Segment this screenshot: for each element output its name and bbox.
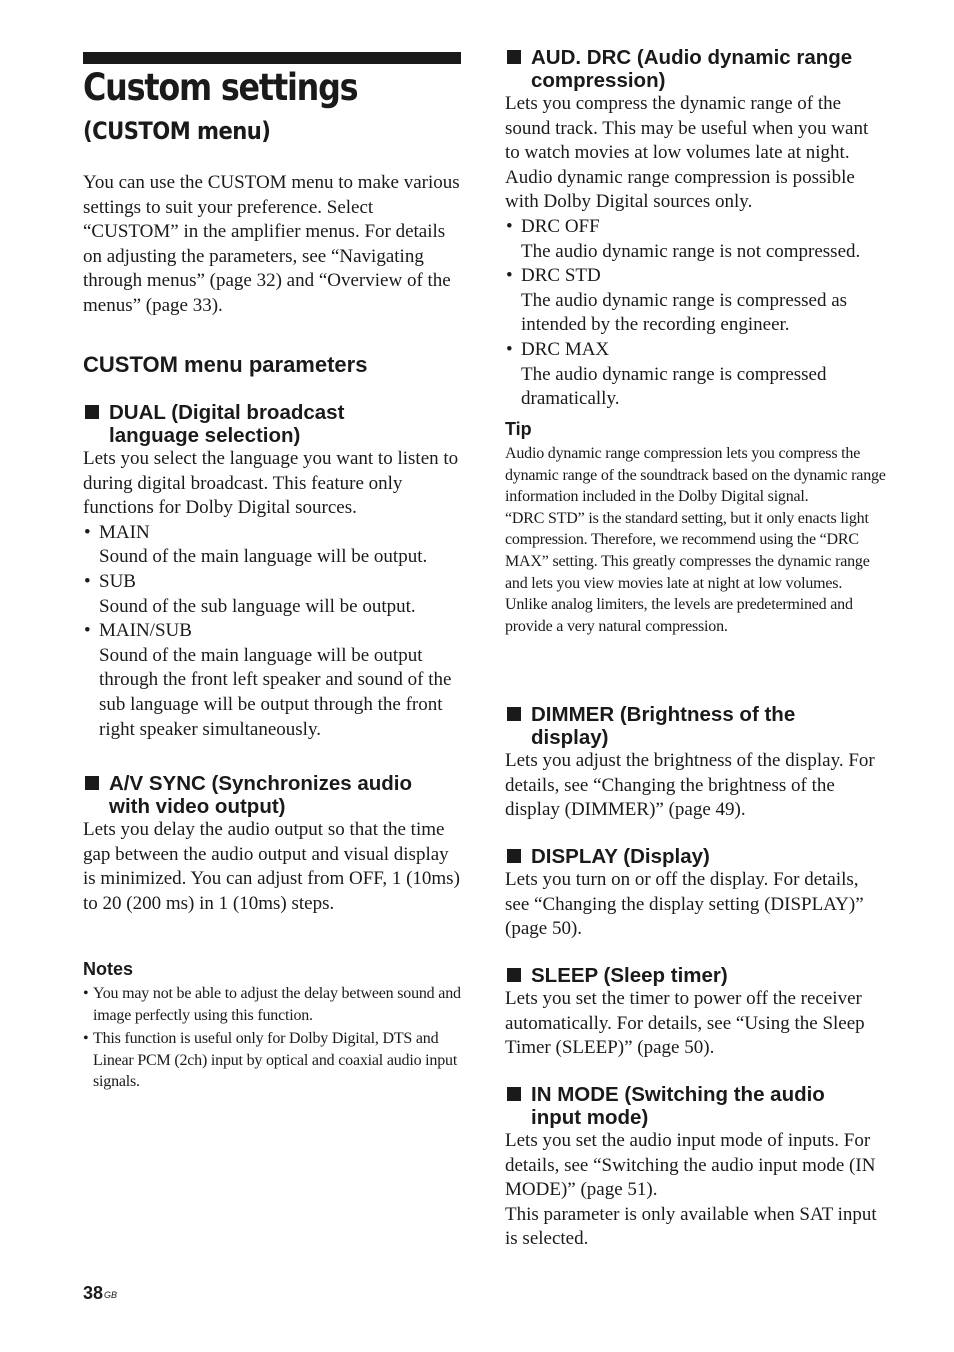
option-description: Sound of the sub language will be output. bbox=[99, 595, 416, 617]
sleep-section bbox=[505, 964, 887, 1061]
section-heading: CUSTOM menu parameters bbox=[83, 352, 368, 377]
square-bullet-icon bbox=[507, 849, 521, 863]
inmode-description: Lets you set the audio input mode of inputs. For details, see “Switching the audio input mode (IN MODE)” (page 51). bbox=[505, 1130, 876, 1201]
title-rule bbox=[83, 52, 461, 64]
bullet-icon: • bbox=[506, 215, 513, 237]
list-item: • DRC STD bbox=[505, 264, 887, 289]
option-description: Sound of the main language will be output. bbox=[99, 546, 428, 568]
avsync-section bbox=[83, 772, 461, 916]
option-description: The audio dynamic range is compressed as intended by the recording engineer. bbox=[521, 289, 848, 336]
notes-section bbox=[83, 958, 461, 1093]
page-subtitle: (CUSTOM menu) bbox=[83, 117, 271, 145]
dual-section bbox=[83, 401, 461, 742]
drc-section bbox=[505, 46, 887, 412]
square-bullet-icon bbox=[507, 968, 521, 982]
square-bullet-icon bbox=[507, 50, 521, 64]
square-bullet-icon bbox=[507, 1087, 521, 1101]
note-item: • This function is useful only for Dolby Digital, DTS and Linear PCM (2ch) input by optical and coaxial audio input signals. bbox=[83, 1030, 458, 1091]
drc-heading: AUD. DRC (Audio dynamic range compression) bbox=[505, 46, 887, 92]
square-bullet-icon bbox=[85, 405, 99, 419]
bullet-icon: • bbox=[83, 1030, 89, 1048]
note-item: • You may not be able to adjust the delay between sound and image perfectly using this function. bbox=[83, 985, 461, 1024]
bullet-icon: • bbox=[506, 265, 513, 287]
list-item: • MAIN/SUB bbox=[83, 619, 461, 644]
display-heading: DISPLAY (Display) bbox=[505, 845, 887, 868]
bullet-icon: • bbox=[84, 570, 91, 592]
dual-heading: DUAL (Digital broadcast language selection) bbox=[83, 401, 461, 447]
list-item: • DRC OFF bbox=[505, 215, 887, 240]
list-item: • DRC MAX bbox=[505, 338, 887, 363]
square-bullet-icon bbox=[85, 776, 99, 790]
tip-heading: Tip bbox=[505, 419, 532, 439]
display-description: Lets you turn on or off the display. For details, see “Changing the display setting (DISPLAY)” (page 50). bbox=[505, 869, 864, 940]
page-suffix: GB bbox=[104, 1290, 118, 1300]
inmode-availability: This parameter is only available when SAT input is selected. bbox=[505, 1203, 877, 1250]
option-description: Sound of the main language will be output through the front left speaker and sound of the sub language will be output through the front right speaker simultaneously. bbox=[99, 644, 452, 740]
tip-section bbox=[505, 418, 887, 637]
dimmer-section bbox=[505, 703, 887, 823]
dimmer-description: Lets you adjust the brightness of the display. For details, see “Changing the brightness of the display (DIMMER)” (page 49). bbox=[505, 750, 875, 821]
dual-description: Lets you select the language you want to listen to during digital broadcast. This feature only functions for Dolby Digital sources. bbox=[83, 448, 459, 519]
bullet-icon: • bbox=[83, 985, 89, 1002]
list-item: • MAIN bbox=[83, 521, 461, 546]
sleep-heading: SLEEP (Sleep timer) bbox=[505, 964, 887, 987]
dimmer-heading: DIMMER (Brightness of the display) bbox=[505, 703, 887, 749]
sleep-description: Lets you set the timer to power off the receiver automatically. For details, see “Using the Sleep Timer (SLEEP)” (page 50). bbox=[505, 988, 865, 1059]
tip-paragraph: “DRC STD” is the standard setting, but it only enacts light compression. Therefore, we recommend using the “DRC MAX” setting. This greatly compresses the dynamic range and lets you view movies late at night at low volumes. Unlike analog limiters, the levels are predetermined and provide a very natural compression. bbox=[505, 509, 870, 635]
list-item: • SUB bbox=[83, 570, 461, 595]
notes-heading: Notes bbox=[83, 959, 134, 979]
inmode-heading: IN MODE (Switching the audio input mode) bbox=[505, 1083, 887, 1129]
intro-paragraph: You can use the CUSTOM menu to make various settings to suit your preference. Select “CUSTOM” in the amplifier menus. For details on adjusting the parameters, see “Navigating through menus” (page 32) and “Overview of the menus” (page 33). bbox=[83, 172, 460, 316]
inmode-section bbox=[505, 1083, 887, 1252]
option-description: The audio dynamic range is compressed dramatically. bbox=[521, 363, 827, 410]
drc-description: Lets you compress the dynamic range of the sound track. This may be useful when you want to watch movies at low volumes late at night. Audio dynamic range compression is possible with Dolby Digital sources only. bbox=[505, 93, 869, 213]
bullet-icon: • bbox=[84, 620, 91, 642]
avsync-description: Lets you delay the audio output so that the time gap between the audio output and visual display is minimized. You can adjust from OFF, 1 (10ms) to 20 (200 ms) in 1 (10ms) steps. bbox=[83, 819, 460, 914]
option-description: The audio dynamic range is not compressed. bbox=[521, 240, 861, 262]
bullet-icon: • bbox=[506, 338, 513, 360]
square-bullet-icon bbox=[507, 707, 521, 721]
display-section bbox=[505, 845, 887, 942]
avsync-heading: A/V SYNC (Synchronizes audio with video output) bbox=[83, 772, 461, 818]
page-number: $38^{GB}$ bbox=[83, 1283, 118, 1303]
bullet-icon: • bbox=[84, 521, 91, 543]
page-title: Custom settings bbox=[83, 66, 358, 109]
tip-paragraph: Audio dynamic range compression lets you compress the dynamic range of the soundtrack based on the dynamic range information included in the Dolby Digital signal. bbox=[505, 445, 886, 506]
